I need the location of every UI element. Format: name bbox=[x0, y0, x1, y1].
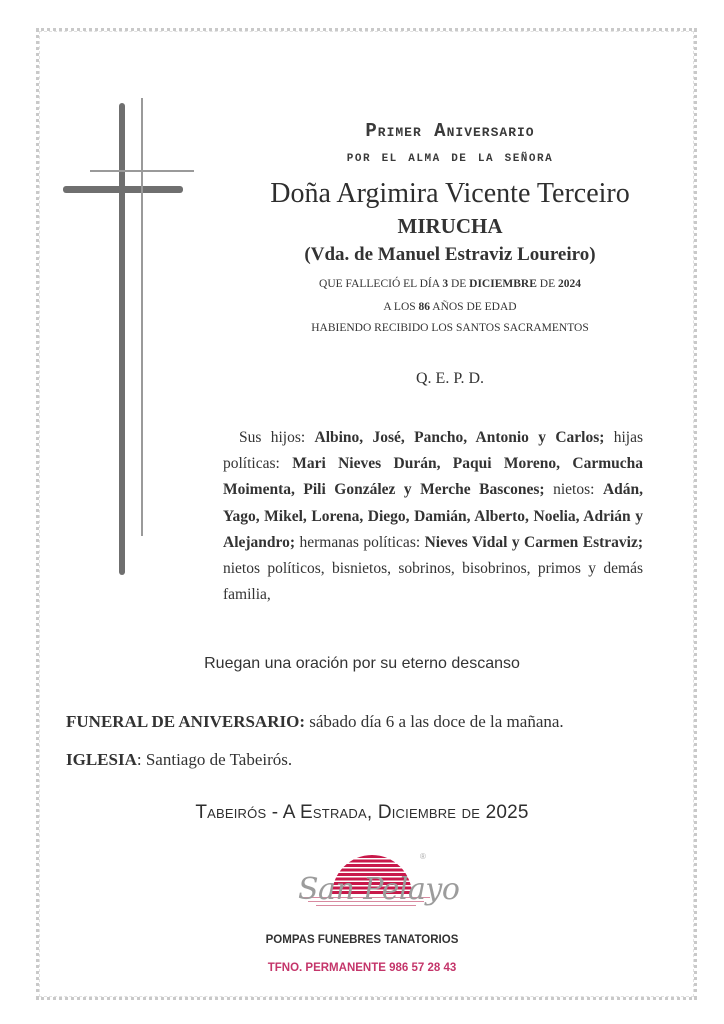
death-month: DICIEMBRE bbox=[469, 278, 537, 290]
hijas-politicas-names: Mari Nieves Durán, Paqui Moreno, Carmucha Moimenta, Pili González y Merche Bascones; bbox=[223, 455, 643, 499]
family-paragraph bbox=[223, 425, 643, 608]
hijos-label: Sus hijos: bbox=[239, 429, 315, 446]
death-prefix: QUE FALLECIÓ EL DÍA bbox=[319, 278, 443, 290]
registered-icon: ® bbox=[420, 852, 426, 861]
hermanas-label: hermanas políticas: bbox=[295, 533, 425, 551]
death-year: 2024 bbox=[557, 278, 581, 290]
prayer-request: Ruegan una oración por su eterno descanso bbox=[204, 655, 520, 672]
funeral-value: sábado día 6 a las doce de la mañana. bbox=[304, 712, 564, 731]
hijos-names: Albino, José, Pancho, Antonio y Carlos; bbox=[314, 429, 605, 446]
phone-number: TFNO. PERMANENTE 986 57 28 43 bbox=[267, 962, 457, 974]
age-suffix: AÑOS DE EDAD bbox=[430, 301, 517, 313]
death-date-line bbox=[240, 278, 660, 290]
deceased-name: Doña Argimira Vicente Terceiro bbox=[270, 178, 630, 209]
place-date: Tabeirós - A Estrada, Diciembre de 2025 bbox=[195, 802, 529, 823]
death-mid: DE bbox=[448, 278, 470, 290]
death-mid2: DE bbox=[536, 278, 558, 290]
company-name: POMPAS FUNEBRES TANATORIOS bbox=[265, 934, 459, 946]
nickname: MIRUCHA bbox=[397, 214, 503, 238]
other-family: nietos políticos, bisnietos, sobrinos, bisobrinos, primos y demás familia, bbox=[223, 560, 643, 604]
hijas-politicas-label: hijas políticas: bbox=[223, 429, 644, 473]
nietos-label: nietos: bbox=[544, 481, 603, 499]
anniversary-heading: Primer Aniversario bbox=[365, 120, 535, 142]
funeral-line bbox=[66, 712, 564, 732]
church-line bbox=[66, 750, 292, 770]
qepd: Q. E. P. D. bbox=[415, 370, 484, 387]
widow-of: (Vda. de Manuel Estraviz Loureiro) bbox=[304, 244, 596, 265]
age-prefix: A LOS bbox=[383, 301, 419, 313]
church-value: : Santiago de Tabeirós. bbox=[136, 750, 293, 769]
age-line bbox=[240, 301, 660, 313]
death-day: 3 bbox=[442, 278, 449, 290]
church-label: IGLESIA bbox=[66, 750, 137, 769]
logo-text: San Pelayo bbox=[298, 872, 460, 907]
company-logo bbox=[292, 850, 460, 920]
subheading: por el alma de la señora bbox=[346, 149, 554, 166]
age-value: 86 bbox=[418, 301, 431, 313]
nietos-names: Adán, Yago, Mikel, Lorena, Diego, Damián, Alberto, Noelia, Adrián y Alejandro; bbox=[223, 481, 643, 551]
sacraments-line: HABIENDO RECIBIDO LOS SANTOS SACRAMENTOS bbox=[311, 322, 589, 334]
hermanas-names: Nieves Vidal y Carmen Estraviz; bbox=[424, 533, 644, 551]
funeral-label: FUNERAL DE ANIVERSARIO: bbox=[66, 712, 305, 731]
header-block bbox=[240, 0, 660, 400]
